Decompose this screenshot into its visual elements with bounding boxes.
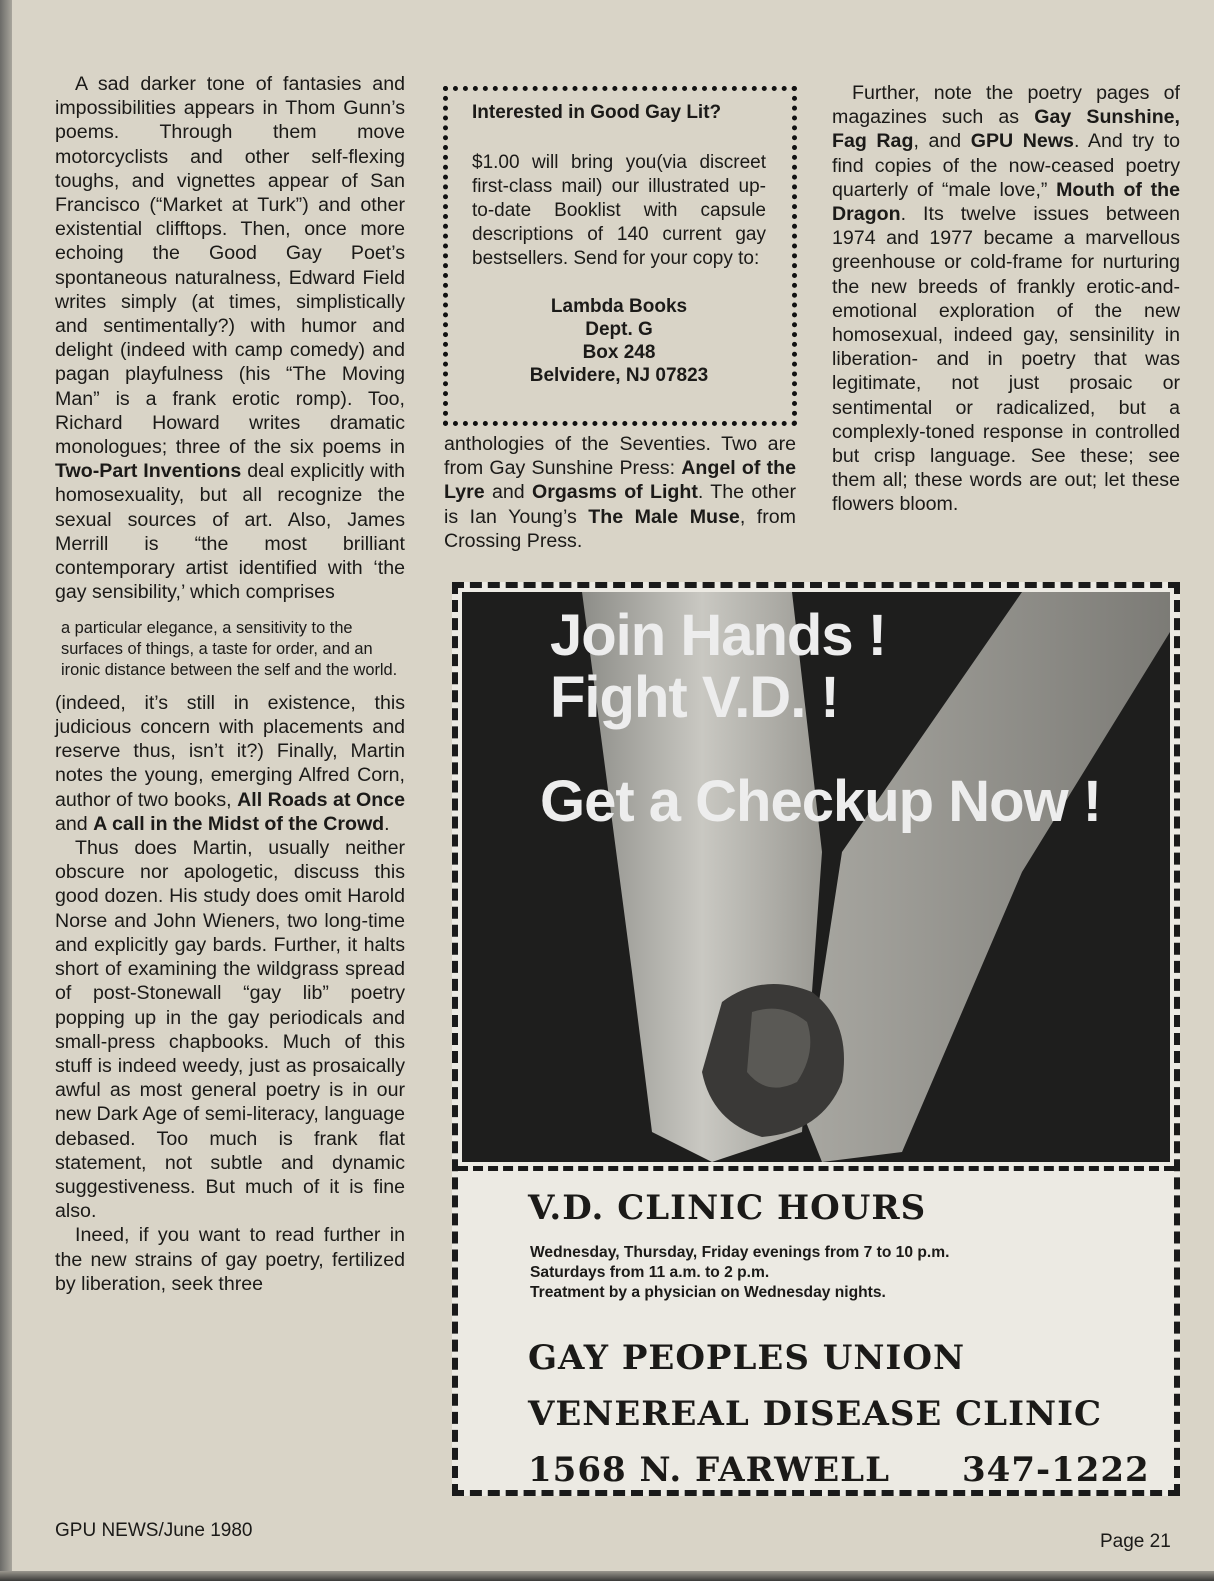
book-title: The Male Muse (588, 505, 740, 528)
clinic-address-line (528, 1450, 1168, 1490)
book-title: Orgasms of Light (531, 481, 698, 504)
article-column-3 (832, 81, 1180, 517)
paragraph: Further, note the poetry pages of magazines such as Gay Sunshine, Fag Rag, and GPU News. And try to find copies of the now-ceased poetry quarterly of “male love,” Mouth of the Dragon. Its twelve issues between 1974 and 1977 became a marvellous greenhouse or cold-frame for nurturing the new breeds of frankly erotic-and-emotional exploration of the new homosexual, indeed gay, sensinility in liberation- and in poetry that was legitimate, not just prosaic or sentimental or radicalized, but a complexly-toned response in controlled but crisp language. See these; see them all; these words are out; let these flowers bloom. (832, 82, 1181, 516)
ad-headline: Get a Checkup Now ! (540, 769, 1102, 834)
book-title: Two-Part Inventions (55, 460, 242, 483)
paragraph: anthologies of the Seventies. Two are from Gay Sunshine Press: Angel of the Lyre and Orgasms of Light. The other is Ian Young’s The Male Muse, from Crossing Press. (444, 433, 796, 552)
clinic-hours-title: V.D. CLINIC HOURS (528, 1188, 927, 1228)
booklist-ad-box (443, 86, 797, 426)
clinic-name: VENEREAL DISEASE CLINIC (528, 1394, 1103, 1434)
ad-divider (458, 1166, 1174, 1181)
book-title: All Roads at Once (237, 788, 405, 811)
block-quote: a particular elegance, a sensitivity to the surfaces of things, a taste for order, and an ironic distance between the self and the world. (61, 619, 398, 680)
magazine-title: Mouth of the Dragon (832, 178, 1180, 226)
paragraph: (indeed, it’s still in existence, this judicious concern with placements and reserve thus, isn’t it?) Finally, Martin notes the young, emerging Alfred Corn, author of two books, All Roads at Once and A call in the Midst of the Crowd. (55, 691, 405, 835)
booklist-address: Lambda Books Dept. G Box 248 Belvidere, NJ 07823 (529, 296, 709, 386)
ad-headline: Fight V.D. ! (550, 665, 839, 730)
org-name: GAY PEOPLES UNION (528, 1338, 966, 1378)
article-column-1 (55, 72, 405, 1296)
booklist-title: Interested in Good Gay Lit? (472, 102, 722, 123)
article-column-2 (444, 432, 796, 553)
publication-footer: GPU NEWS/June 1980 (55, 1520, 253, 1541)
booklist-body: $1.00 will bring you(via discreet first-class mail) our illustrated up-to-date Booklist with capsule descriptions of 140 current gay bestsellers. Send for your copy to: (472, 152, 766, 269)
clinic-hours-list: Wednesday, Thursday, Friday evenings from 7 to 10 p.m. Saturdays from 11 a.m. to 2 p.m. Treatment by a physician on Wednesday nights. (530, 1244, 950, 1301)
paragraph: Ineed, if you want to read further in the new strains of gay poetry, fertilized by liberation, seek three (55, 1224, 405, 1295)
clinic-address: 1568 N. FARWELL (528, 1450, 890, 1490)
book-title: Angel of the Lyre (444, 457, 796, 504)
book-title: A call in the Midst of the Crowd (93, 812, 385, 835)
ad-photo-joined-hands (462, 592, 1170, 1162)
paragraph: A sad darker tone of fantasies and impossibilities appears in Thom Gunn’s poems. Through them move motorcyclists and other self-flexing toughs, and vignettes appear of San Francisco (“Market at Turk”) and other existential clifftops. Then, once more echoing the Good Gay Poet’s spontaneous naturalness, Edward Field writes simply (at times, simplistically and sentimentally?) with humor and delight (indeed with camp comedy) and pagan playfulness (his “The Moving Man” is a frank erotic romp). Too, Richard Howard writes dramatic monologues; three of the six poems in Two-Part Inventions deal explicitly with homosexuality, but all recognize the sexual sources of art. Also, James Merrill is “the most brilliant contemporary artist identified with ‘the gay sensibility,’ which comprises (55, 73, 405, 604)
magazine-title: GPU News (970, 130, 1074, 153)
ad-headline: Join Hands ! (550, 603, 887, 668)
page-edge-shadow (0, 0, 12, 1581)
page-edge-shadow (0, 1571, 1214, 1581)
page-number: Page 21 (1100, 1531, 1171, 1552)
vd-clinic-ad (452, 582, 1180, 1496)
clinic-phone: 347-1222 (962, 1450, 1150, 1490)
magazine-title: Gay Sunshine, Fag Rag (832, 106, 1181, 153)
paragraph: Thus does Martin, usually neither obscure nor apologetic, discuss this good dozen. His study does omit Harold Norse and John Wieners, two long-time and explicitly gay bards. Further, it halts short of examining the wildgrass spread of post-Stonewall “gay lib” poetry popping up in the gay periodicals and small-press chapbooks. Much of this stuff is indeed weedy, just as prosaically awful as most general poetry is in our new Dark Age of semi-literacy, language debased. Too much is frank flat statement, not subtle and dynamic suggestiveness. But much of it is fine also. (55, 837, 405, 1223)
